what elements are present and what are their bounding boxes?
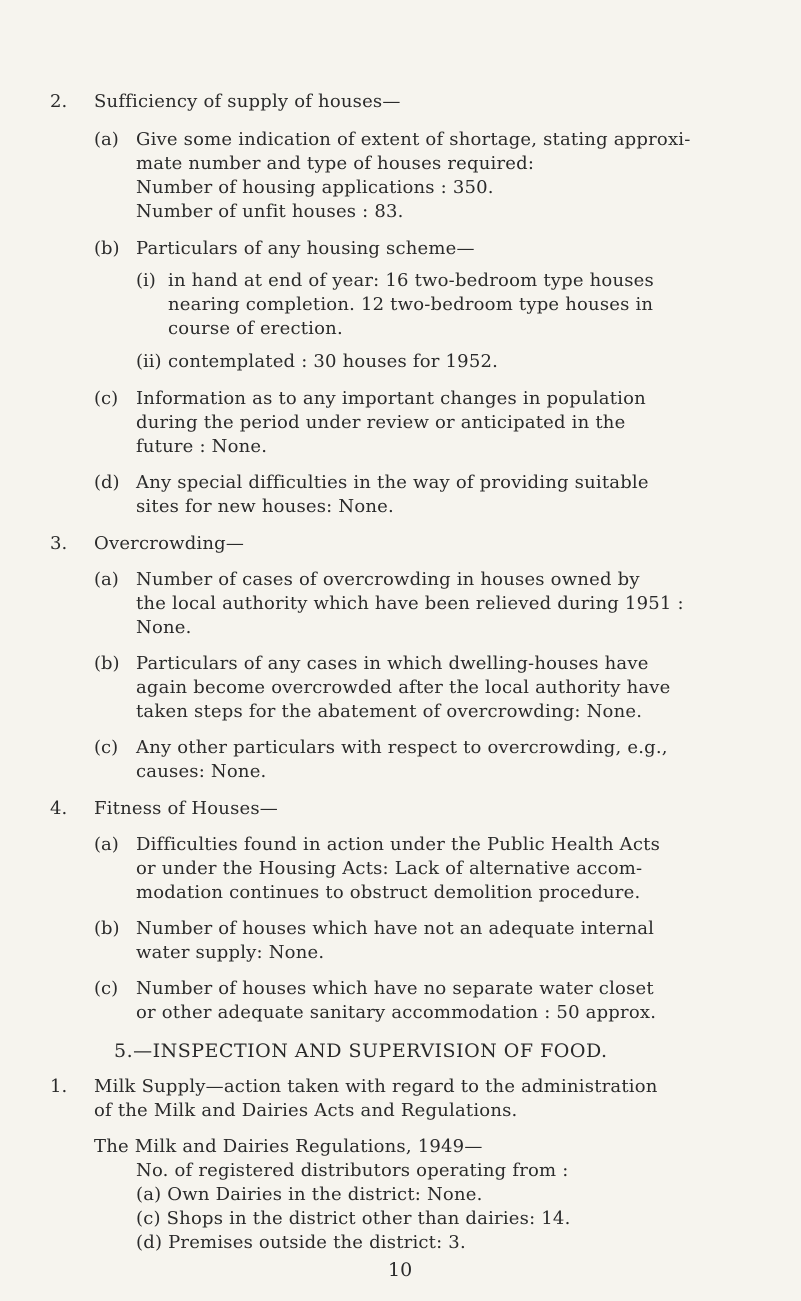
section-2a-label: (a) [94,129,119,150]
section-2a-line-4: Number of unfit houses : 83. [136,201,404,222]
regulations-item-a: (a) Own Dairies in the district: None. [136,1184,483,1205]
section-2-number: 2. [50,91,68,112]
section-2-title: Sufficiency of supply of houses— [94,91,401,112]
section-4b-label: (b) [94,918,120,939]
section-3a-line-3: None. [136,617,192,638]
section-2b-i-line-1: in hand at end of year: 16 two-bedroom type houses [168,270,654,291]
section-4b-line-1: Number of houses which have not an adequate internal [136,918,655,939]
section-2a-line-2: mate number and type of houses required: [136,153,535,174]
section-2c-line-1: Information as to any important changes in population [136,388,646,409]
section-4c-line-1: Number of houses which have no separate water closet [136,978,654,999]
section-4a-line-2: or under the Housing Acts: Lack of alternative accom- [136,858,643,879]
section-4-number: 4. [50,798,68,819]
section-2b-title: Particulars of any housing scheme— [136,238,475,259]
page-number: 10 [388,1259,413,1281]
section-3b-line-3: taken steps for the abatement of overcrowding: None. [136,701,643,722]
item-1-line-2: of the Milk and Dairies Acts and Regulations. [94,1100,518,1121]
section-2a-line-3: Number of housing applications : 350. [136,177,494,198]
section-3c-label: (c) [94,737,119,758]
regulations-item-c: (c) Shops in the district other than dairies: 14. [136,1208,571,1229]
section-3c-line-1: Any other particulars with respect to overcrowding, e.g., [136,737,668,758]
regulations-title: The Milk and Dairies Regulations, 1949— [94,1136,483,1157]
section-3b-line-1: Particulars of any cases in which dwelling-houses have [136,653,649,674]
section-2b-ii-line-1: contemplated : 30 houses for 1952. [168,351,499,372]
section-2b-i-label: (i) [136,270,156,291]
section-2c-label: (c) [94,388,119,409]
section-2d-line-2: sites for new houses: None. [136,496,394,517]
section-4-title: Fitness of Houses— [94,798,278,819]
section-5-heading: 5.—INSPECTION AND SUPERVISION OF FOOD. [114,1040,608,1062]
section-4a-label: (a) [94,834,119,855]
section-4c-line-2: or other adequate sanitary accommodation : 50 approx. [136,1002,657,1023]
section-2d-line-1: Any special difficulties in the way of providing suitable [136,472,649,493]
item-1-number: 1. [50,1076,68,1097]
section-3-title: Overcrowding— [94,533,245,554]
section-3a-line-2: the local authority which have been relieved during 1951 : [136,593,684,614]
section-2a-line-1: Give some indication of extent of shortage, stating approxi- [136,129,691,150]
section-2c-line-2: during the period under review or anticipated in the [136,412,626,433]
section-2b-ii-label: (ii) [136,351,162,372]
section-2b-i-line-2: nearing completion. 12 two-bedroom type houses in [168,294,654,315]
regulations-intro: No. of registered distributors operating from : [136,1160,569,1181]
section-4a-line-3: modation continues to obstruct demolition procedure. [136,882,641,903]
section-3b-line-2: again become overcrowded after the local authority have [136,677,671,698]
section-3a-label: (a) [94,569,119,590]
section-2b-i-line-3: course of erection. [168,318,343,339]
section-2d-label: (d) [94,472,120,493]
section-3b-label: (b) [94,653,120,674]
section-3-number: 3. [50,533,68,554]
section-4a-line-1: Difficulties found in action under the Public Health Acts [136,834,661,855]
section-3a-line-1: Number of cases of overcrowding in houses owned by [136,569,640,590]
regulations-item-d: (d) Premises outside the district: 3. [136,1232,466,1253]
section-4b-line-2: water supply: None. [136,942,325,963]
item-1-line-1: Milk Supply—action taken with regard to the administration [94,1076,658,1097]
section-2c-line-3: future : None. [136,436,268,457]
section-2b-label: (b) [94,238,120,259]
section-3c-line-2: causes: None. [136,761,267,782]
section-4c-label: (c) [94,978,119,999]
